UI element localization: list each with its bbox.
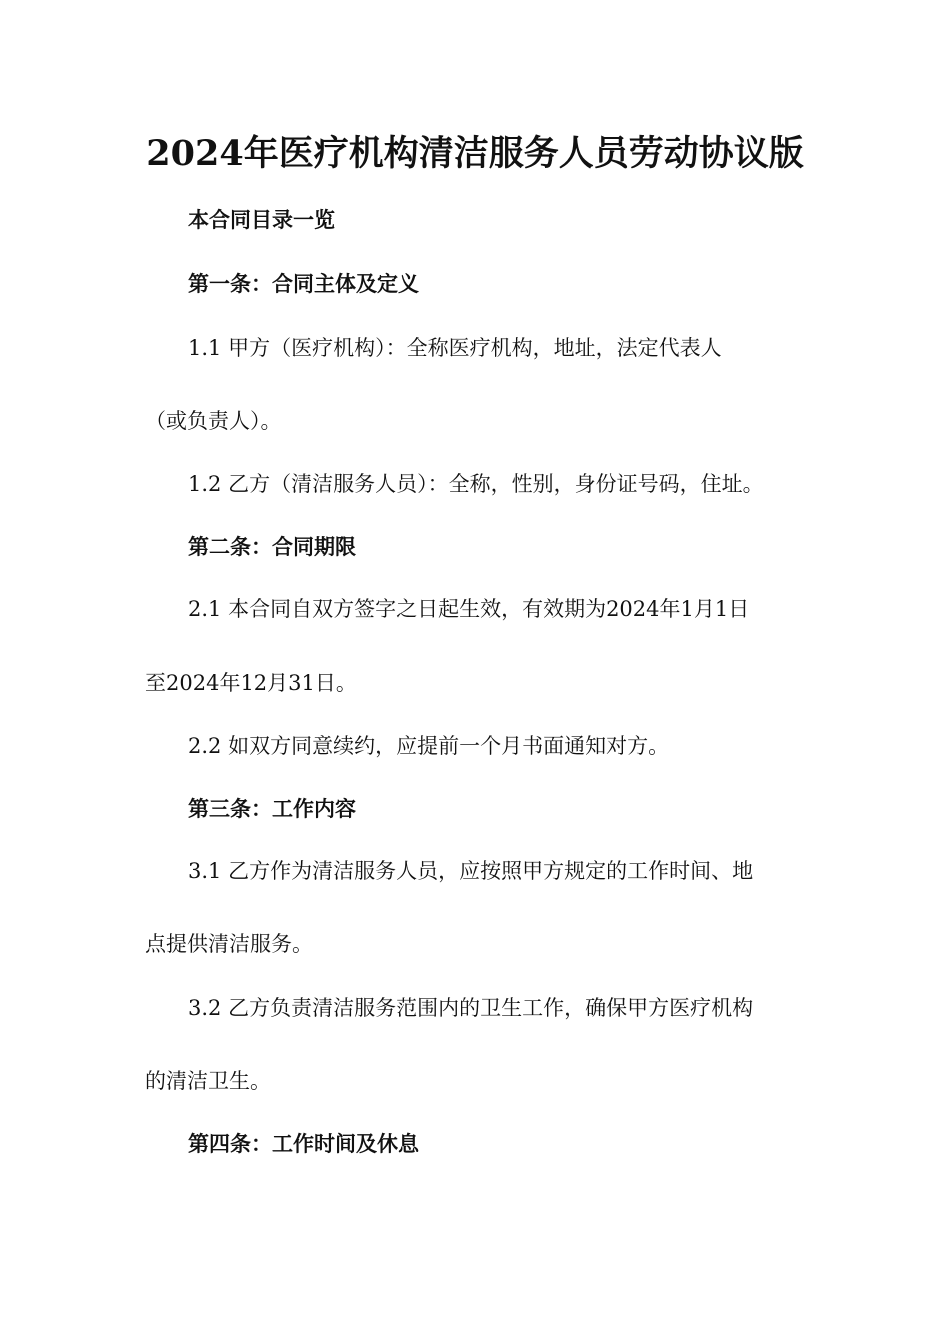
clause-1-1-line-1: 1.1 甲方（医疗机构）：全称医疗机构，地址，法定代表人 bbox=[188, 336, 722, 360]
clause-3-2-line-1: 3.2 乙方负责清洁服务范围内的卫生工作，确保甲方医疗机构 bbox=[188, 996, 754, 1020]
document-title: 2024年医疗机构清洁服务人员劳动协议版 bbox=[146, 133, 804, 174]
clause-3-1-line-2: 点提供清洁服务。 bbox=[145, 932, 313, 956]
clause-1-1-line-2: （或负责人）。 bbox=[145, 409, 282, 433]
clause-3-1-line-1: 3.1 乙方作为清洁服务人员，应按照甲方规定的工作时间、地 bbox=[188, 859, 754, 883]
article-2-heading: 第二条：合同期限 bbox=[188, 535, 356, 559]
article-1-heading: 第一条：合同主体及定义 bbox=[188, 272, 419, 296]
clause-2-1-line-1: 2.1 本合同自双方签字之日起生效，有效期为2024年1月1日 bbox=[188, 597, 750, 621]
clause-2-2: 2.2 如双方同意续约，应提前一个月书面通知对方。 bbox=[188, 734, 670, 758]
article-3-heading: 第三条：工作内容 bbox=[188, 797, 356, 821]
toc-heading: 本合同目录一览 bbox=[188, 208, 335, 232]
article-4-heading: 第四条：工作时间及休息 bbox=[188, 1132, 419, 1156]
clause-2-1-line-2: 至2024年12月31日。 bbox=[145, 671, 357, 695]
clause-1-2: 1.2 乙方（清洁服务人员）：全称，性别，身份证号码，住址。 bbox=[188, 472, 764, 496]
clause-3-2-line-2: 的清洁卫生。 bbox=[145, 1069, 271, 1093]
